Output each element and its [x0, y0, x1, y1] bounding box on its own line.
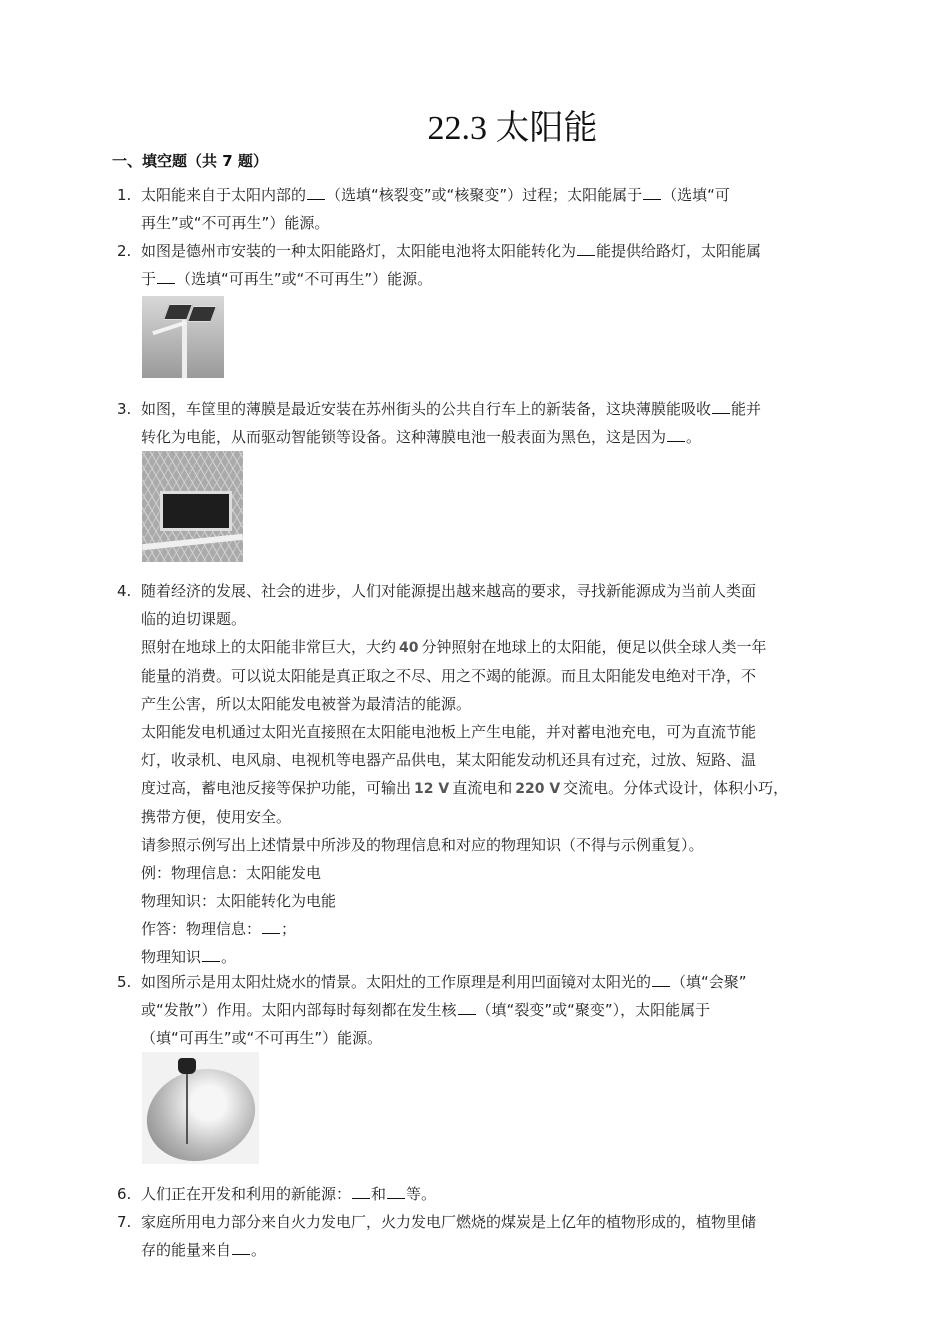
answer-blank[interactable] [232, 1240, 250, 1255]
answer-blank[interactable] [458, 1000, 476, 1015]
answer-blank[interactable] [307, 185, 325, 200]
question-number: 7. [117, 1213, 132, 1231]
question-text: 如图，车筐里的薄膜是最近安装在苏州街头的公共自行车上的新装备，这块薄膜能吸收 [141, 400, 712, 418]
question-text: 。 [686, 428, 702, 446]
question-text: （选填“可再生”或“不可再生”）能源。 [176, 270, 433, 288]
question-text: 再生”或“不可再生”）能源。 [141, 214, 330, 232]
answer-blank[interactable] [202, 947, 220, 962]
math-value: 40 [399, 640, 419, 656]
question-text: 如图是德州市安装的一种太阳能路灯，太阳能电池将太阳能转化为 [141, 242, 577, 260]
question-text: 人们正在开发和利用的新能源： [141, 1185, 352, 1203]
answer-blank[interactable] [652, 972, 670, 987]
question-text: 等。 [406, 1185, 437, 1203]
question-number: 1. [117, 186, 132, 204]
question-text: 交流电。分体式设计，体积小巧， [563, 779, 789, 797]
question-text: 度过高，蓄电池反接等保护功能，可输出 [141, 779, 412, 797]
answer-blank[interactable] [712, 399, 730, 414]
question-text: 携带方便，使用安全。 [141, 808, 292, 826]
answer-blank[interactable] [577, 241, 595, 256]
question-number: 3. [117, 400, 132, 418]
answer-blank[interactable] [262, 919, 280, 934]
question-text: （填“裂变”或“聚变”），太阳能属于 [476, 1001, 711, 1019]
question-5 [117, 968, 852, 1052]
question-text: 转化为电能，从而驱动智能锁等设备。这种薄膜电池一般表面为黑色，这是因为 [141, 428, 667, 446]
question-2 [117, 237, 852, 293]
solar-cooker-image [142, 1052, 259, 1164]
question-text: 或“发散”）作用。太阳内部每时每刻都在发生核 [141, 1001, 457, 1019]
question-7 [117, 1208, 852, 1264]
question-text: 请参照示例写出上述情景中所涉及的物理信息和对应的物理知识（不得与示例重复）。 [141, 836, 704, 854]
question-text: 物理知识：太阳能转化为电能 [141, 892, 337, 910]
question-text: 能并 [731, 400, 762, 418]
question-text: 照射在地球上的太阳能非常巨大，大约 [141, 638, 397, 656]
page-title: 22.3 太阳能 [427, 110, 598, 147]
question-text: （选填“核裂变”或“核聚变”）过程；太阳能属于 [326, 186, 643, 204]
question-text: 能提供给路灯，太阳能属 [596, 242, 762, 260]
question-text: 分钟照射在地球上的太阳能，便足以供全球人类一年 [421, 638, 767, 656]
question-number: 6. [117, 1185, 132, 1203]
solar-street-light-image [142, 296, 224, 378]
question-1 [117, 181, 852, 237]
question-text: （填“会聚” [671, 973, 747, 991]
section-heading: 一、填空题（共 7 题） [112, 152, 268, 170]
question-text: （填“可再生”或“不可再生”）能源。 [141, 1029, 383, 1047]
question-3 [117, 395, 852, 451]
question-text: 家庭所用电力部分来自火力发电厂，火力发电厂燃烧的煤炭是上亿年的植物形成的，植物里储 [141, 1213, 757, 1231]
question-text: 能量的消费。可以说太阳能是真正取之不尽、用之不竭的能源。而且太阳能发电绝对干净，不 [141, 667, 757, 685]
question-text: 临的迫切课题。 [141, 610, 247, 628]
question-text: 随着经济的发展、社会的进步，人们对能源提出越来越高的要求，寻找新能源成为当前人类面 [141, 582, 757, 600]
question-text: 。 [221, 948, 237, 966]
question-text: 物理知识 [141, 948, 202, 966]
answer-blank[interactable] [352, 1184, 370, 1199]
question-text: 于 [141, 270, 157, 288]
math-value: 12 V [414, 781, 450, 797]
question-text: 例：物理信息：太阳能发电 [141, 864, 322, 882]
question-text: ； [281, 920, 297, 938]
question-number: 4. [117, 582, 132, 600]
bike-basket-solar-film-image [142, 451, 243, 562]
question-text: 直流电和 [452, 779, 513, 797]
question-text: 和 [371, 1185, 387, 1203]
question-6 [117, 1180, 852, 1208]
question-text: 太阳能来自于太阳内部的 [141, 186, 307, 204]
answer-blank[interactable] [157, 269, 175, 284]
question-4 [117, 577, 852, 971]
answer-blank[interactable] [387, 1184, 405, 1199]
question-text: 如图所示是用太阳灶烧水的情景。太阳灶的工作原理是利用凹面镜对太阳光的 [141, 973, 652, 991]
question-number: 5. [117, 973, 132, 991]
question-number: 2. [117, 242, 132, 260]
question-text: 灯，收录机、电风扇、电视机等电器产品供电，某太阳能发动机还具有过充，过放、短路、温 [141, 751, 757, 769]
math-value: 220 V [515, 781, 561, 797]
question-text: （选填“可 [662, 186, 730, 204]
question-text: 产生公害，所以太阳能发电被誉为最清洁的能源。 [141, 695, 472, 713]
question-text: 存的能量来自 [141, 1241, 232, 1259]
answer-blank[interactable] [667, 427, 685, 442]
question-text: 太阳能发电机通过太阳光直接照在太阳能电池板上产生电能，并对蓄电池充电，可为直流节能 [141, 723, 757, 741]
answer-blank[interactable] [643, 185, 661, 200]
question-text: 作答：物理信息： [141, 920, 262, 938]
question-text: 。 [251, 1241, 267, 1259]
